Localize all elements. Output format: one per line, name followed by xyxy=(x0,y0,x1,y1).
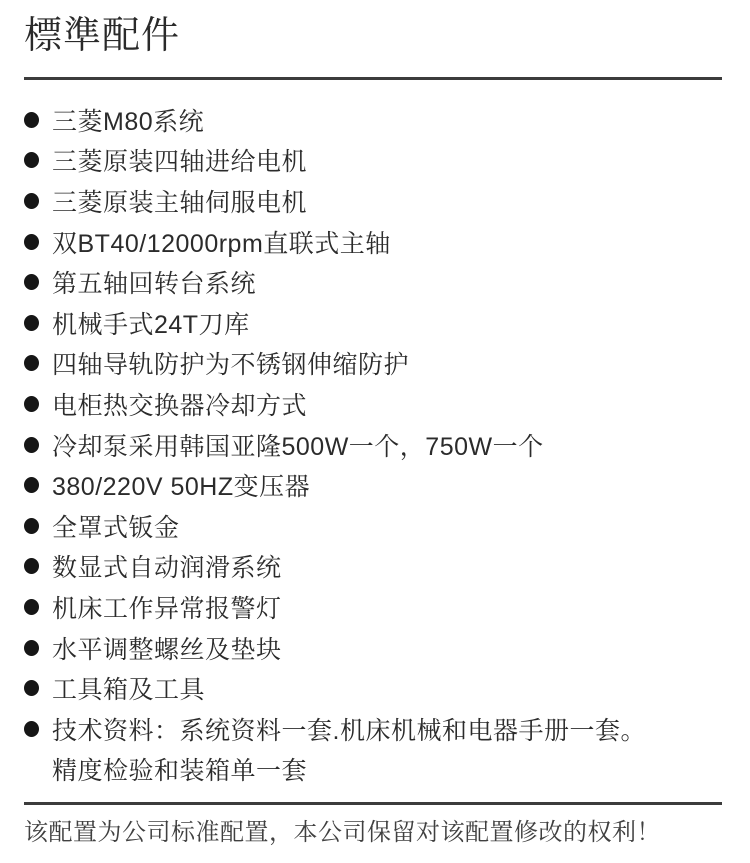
bullet-icon xyxy=(24,558,39,574)
list-item-text: 技术资料：系统资料一套.机床机械和电器手册一套。 xyxy=(52,716,646,745)
list-item-text: 三菱M80系统 xyxy=(52,107,205,136)
bullet-icon xyxy=(24,112,39,128)
list-item xyxy=(24,140,726,181)
list-item-text: 三菱原装四轴进给电机 xyxy=(52,148,308,177)
list-item-text: 数显式自动润滑系统 xyxy=(52,554,282,583)
list-item xyxy=(24,262,726,303)
bullet-icon xyxy=(24,518,39,534)
list-item-text: 四轴导轨防护为不锈钢伸缩防护 xyxy=(52,351,410,380)
bullet-icon xyxy=(24,396,39,412)
footer-note: 该配置为公司标准配置，本公司保留对该配置修改的权利！ xyxy=(24,818,661,846)
footer-divider xyxy=(24,802,722,805)
list-item xyxy=(24,100,726,141)
bullet-icon xyxy=(24,355,39,371)
list-item-text: 电柜热交换器冷却方式 xyxy=(52,392,308,421)
list-item-text: 精度检验和装箱单一套 xyxy=(52,757,308,786)
list-item xyxy=(24,546,726,587)
list-item xyxy=(24,424,726,465)
list-item-text: 工具箱及工具 xyxy=(52,676,206,705)
page-title: 標準配件 xyxy=(24,15,181,57)
list-item-text: 第五轴回转台系统 xyxy=(52,270,257,299)
bullet-icon xyxy=(24,680,39,696)
list-item xyxy=(24,303,726,344)
list-item-text: 全罩式钣金 xyxy=(52,513,180,542)
list-item xyxy=(24,587,726,628)
bullet-icon xyxy=(24,477,39,493)
bullet-icon xyxy=(24,315,39,331)
list-item xyxy=(24,221,726,262)
bullet-icon xyxy=(24,152,39,168)
bullet-icon xyxy=(24,193,39,209)
list-item xyxy=(24,506,726,547)
list-item-text: 机床工作异常报警灯 xyxy=(52,595,282,624)
bullet-icon xyxy=(24,274,39,290)
bullet-icon xyxy=(24,640,39,656)
bullet-icon xyxy=(24,234,39,250)
standard-accessories-list xyxy=(24,100,726,790)
list-item-text: 水平调整螺丝及垫块 xyxy=(52,635,282,664)
bullet-icon xyxy=(24,721,39,737)
list-item xyxy=(24,709,726,750)
list-item xyxy=(24,343,726,384)
list-item-text: 冷却泵采用韩国亚隆500W一个，750W一个 xyxy=(52,432,544,461)
bullet-icon xyxy=(24,437,39,453)
list-item xyxy=(24,668,726,709)
list-item-text: 380/220V 50HZ变压器 xyxy=(52,473,311,502)
list-item-text: 机械手式24T刀库 xyxy=(52,310,250,339)
list-item xyxy=(24,627,726,668)
list-item xyxy=(24,384,726,425)
list-item xyxy=(24,465,726,506)
list-item-text: 三菱原装主轴伺服电机 xyxy=(52,189,308,218)
title-divider xyxy=(24,77,722,80)
bullet-icon xyxy=(24,599,39,615)
list-item-continuation xyxy=(24,749,726,790)
list-item xyxy=(24,181,726,222)
list-item-text: 双BT40/12000rpm直联式主轴 xyxy=(52,229,391,258)
